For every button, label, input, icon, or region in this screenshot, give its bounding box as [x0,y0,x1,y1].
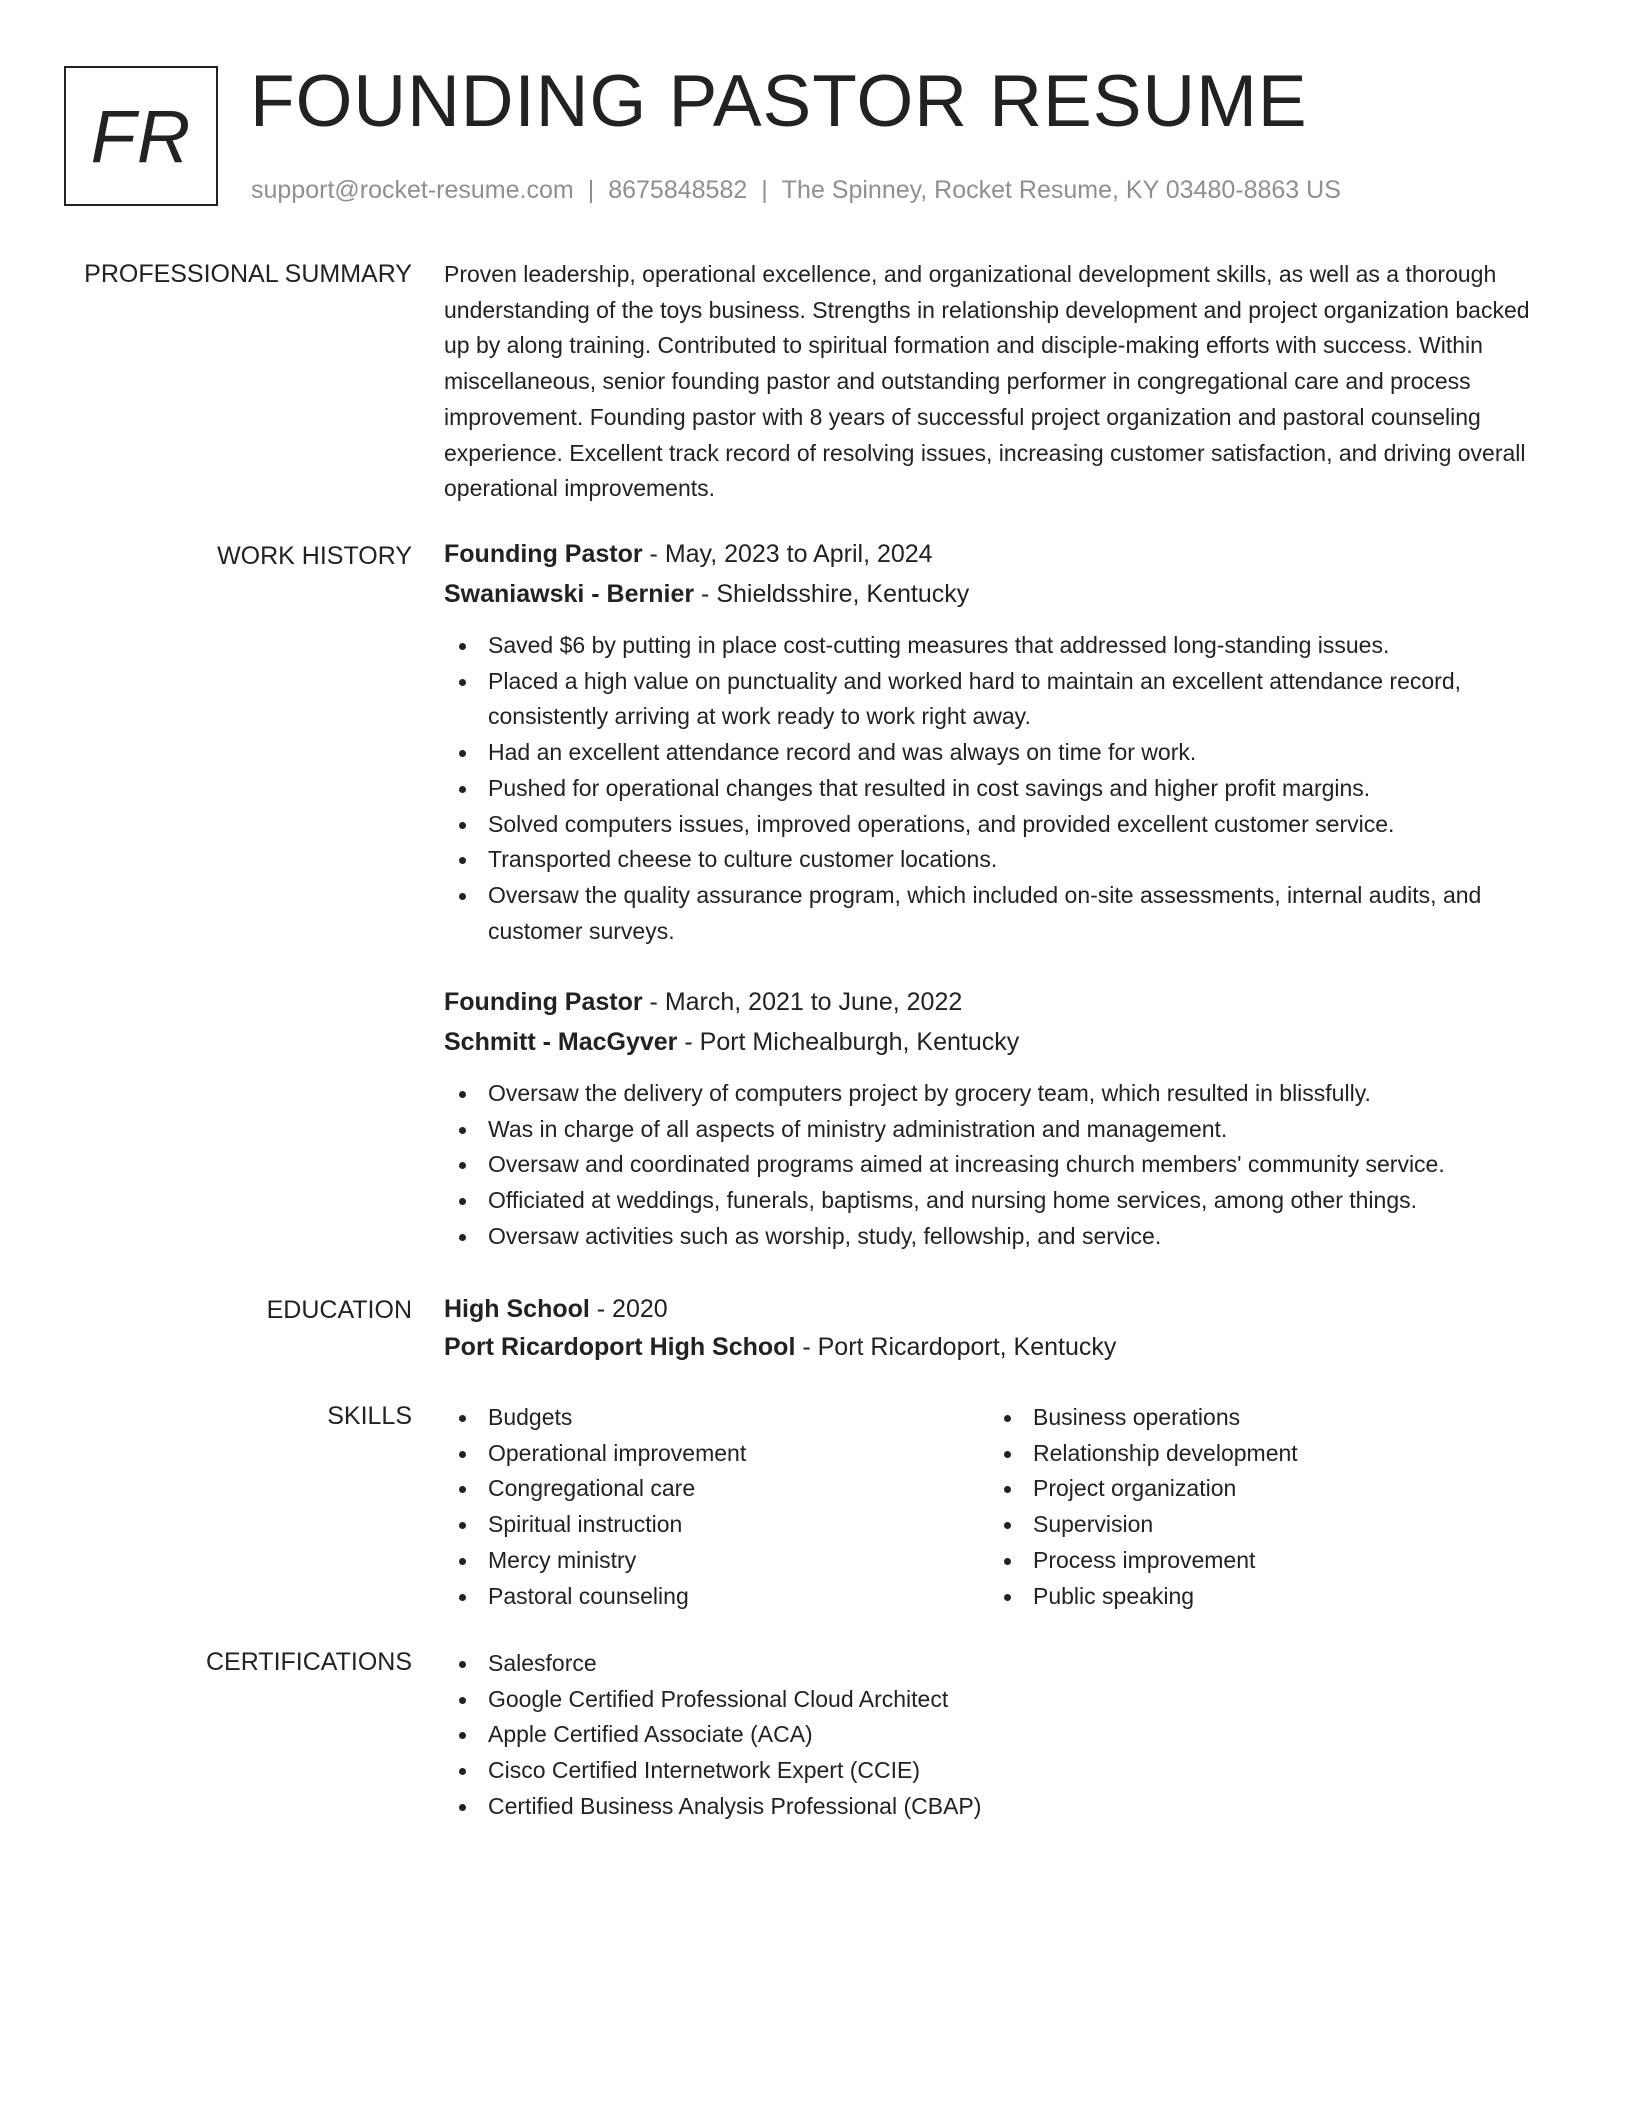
section-label-skills: SKILLS [327,1402,412,1430]
education-degree-line [444,1290,1554,1328]
job-duties [444,1076,1554,1255]
graduation-year: - 2020 [589,1295,668,1323]
contact-address: The Spinney, Rocket Resume, KY 03480-8863 US [781,176,1341,204]
list-item: Had an excellent attendance record and was always on time for work. [444,735,1554,771]
job-title: Founding Pastor [444,988,643,1016]
certification-item: Google Certified Professional Cloud Architect [444,1682,1554,1718]
list-item: Oversaw activities such as worship, study, fellowship, and service. [444,1219,1554,1255]
section-label-work-history: WORK HISTORY [217,542,412,570]
skill-item: Business operations [989,1400,1509,1436]
list-item: Pushed for operational changes that resulted in cost savings and higher profit margins. [444,771,1554,807]
list-item: Oversaw the delivery of computers project by grocery team, which resulted in blissfully. [444,1076,1554,1112]
job-duties [444,628,1554,949]
job-entry [444,534,1554,949]
job-dates: - March, 2021 to June, 2022 [642,988,963,1016]
contact-email: support@rocket-resume.com [251,176,574,204]
summary-text: Proven leadership, operational excellence, and organizational development skills, as well as a thorough understanding of the toys business. Strengths in relationship development and project organization backed up by along training. Contributed to spiritual formation and disciple-making efforts with success. Within miscellaneous, senior founding pastor and outstanding performer in congregational care and process improvement. Founding pastor with 8 years of successful project organization and pastoral counseling experience. Excellent track record of resolving issues, increasing customer satisfaction, and driving overall operational improvements. [444,261,1530,502]
job-employer [444,1022,1554,1062]
summary-section [444,257,1554,507]
skill-item: Spiritual instruction [444,1507,964,1543]
contact-separator: | [587,176,595,204]
section-label-education: EDUCATION [266,1296,412,1324]
certifications-list [444,1646,1554,1825]
section-label-summary: PROFESSIONAL SUMMARY [84,260,412,288]
list-item: Transported cheese to culture customer locations. [444,842,1554,878]
company-location: - Port Michealburgh, Kentucky [677,1028,1020,1056]
certifications-section [444,1646,1554,1825]
page-title: FOUNDING PASTOR RESUME [250,61,1308,142]
list-item: Was in charge of all aspects of ministry administration and management. [444,1112,1554,1148]
skill-item: Congregational care [444,1471,964,1507]
skills-list-left [444,1400,964,1614]
contact-phone: 8675848582 [608,176,748,204]
degree: High School [444,1295,590,1323]
skill-item: Relationship development [989,1436,1509,1472]
certification-item: Certified Business Analysis Professional (CBAP) [444,1789,1554,1825]
company-name: Swaniawski - Bernier [444,580,695,608]
certification-item: Cisco Certified Internetwork Expert (CCIE) [444,1753,1554,1789]
job-dates: - May, 2023 to April, 2024 [642,540,933,568]
list-item: Oversaw the quality assurance program, which included on-site assessments, internal audits, and customer surveys. [444,878,1554,949]
company-location: - Shieldsshire, Kentucky [694,580,970,608]
list-item: Placed a high value on punctuality and worked hard to maintain an excellent attendance record, consistently arriving at work ready to work right away. [444,664,1554,735]
list-item: Saved $6 by putting in place cost-cutting measures that addressed long-standing issues. [444,628,1554,664]
skill-item: Public speaking [989,1579,1509,1615]
job-employer [444,574,1554,614]
job-title: Founding Pastor [444,540,643,568]
contact-separator: | [761,176,768,204]
job-heading [444,982,1554,1022]
skill-item: Project organization [989,1471,1509,1507]
skill-item: Budgets [444,1400,964,1436]
skill-item: Process improvement [989,1543,1509,1579]
skill-item: Mercy ministry [444,1543,964,1579]
job-entry [444,982,1554,1255]
company-name: Schmitt - MacGyver [444,1028,678,1056]
skill-item: Operational improvement [444,1436,964,1472]
list-item: Officiated at weddings, funerals, baptisms, and nursing home services, among other things. [444,1183,1554,1219]
skill-item: Pastoral counseling [444,1579,964,1615]
job-heading [444,534,1554,574]
list-item: Solved computers issues, improved operations, and provided excellent customer service. [444,807,1554,843]
skills-section [444,1400,1554,1620]
education-section [444,1290,1554,1366]
list-item: Oversaw and coordinated programs aimed at increasing church members' community service. [444,1147,1554,1183]
certification-item: Salesforce [444,1646,1554,1682]
skills-list-right [989,1400,1509,1614]
monogram-badge: FR [64,66,218,206]
school-location: - Port Ricardoport, Kentucky [795,1333,1117,1361]
section-label-certifications: CERTIFICATIONS [205,1648,412,1676]
certification-item: Apple Certified Associate (ACA) [444,1717,1554,1753]
school-name: Port Ricardoport High School [444,1333,796,1361]
education-school-line [444,1328,1554,1366]
contact-line [251,172,1341,208]
skill-item: Supervision [989,1507,1509,1543]
